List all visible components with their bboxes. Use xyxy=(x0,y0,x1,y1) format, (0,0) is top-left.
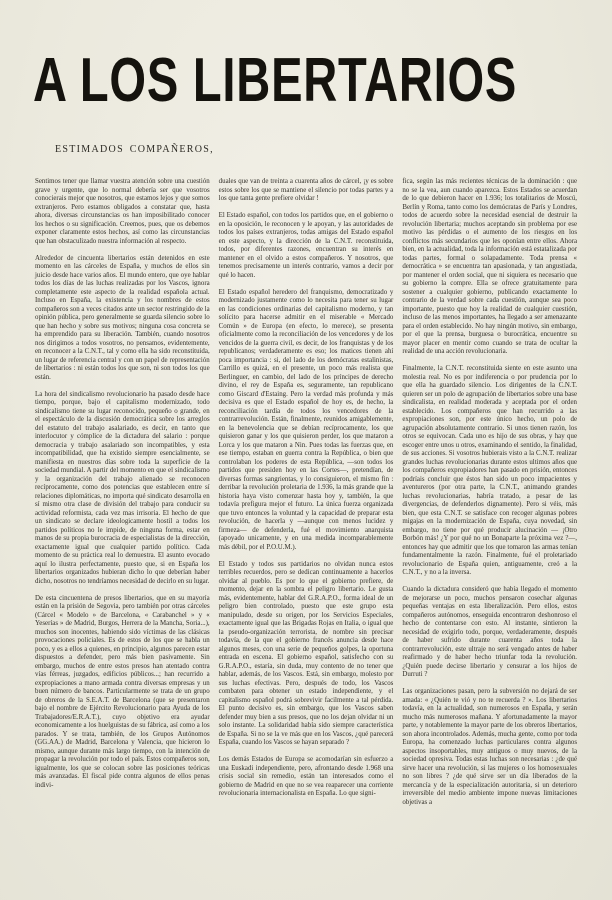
paragraph: fica, según las más recientes técnicas de la dominación : que no se la vea, aun cuando aparezca. Estos Estados se acuerdan de lo que debieron hacer en 1.936; los totalitarios de Moscú, Berlín y Roma, tanto como los demócratas de París y Londres, todos de acuerdo sobre la necesidad esencial de destruir la revolución libertaria; muchos aceptando sin problema por ese motivo las pérdidas o el aumento de los riesgos en los conflictos más secundarios que les oponían entre ellos. Ahora bien, en la actualidad, toda la información está estatalizada por todas partes, formal o solapadamente. Toda prensa « democrática » se encuentra tan apasionada, y tan angustiada, por mantener el orden social, que ni siquiera es necesario que su gobierno la compre. Ella se ofrece gratuitamente para sostener a cualquier gobierno, publicando exactamente lo contrario de la verdad sobre cada cuestión, aunque sea poco importante, puesto que hoy la realidad de cualquier cuestión, incluso de las menos importantes, ha llegado a ser amenazante para el orden establecido. No hay ningún motivo, sin embargo, por el que la prensa, burguesa o burocrática, encuentre su mayor placer en mentir como cuando se trata de ocultar la realidad de una acción revolucionaria. xyxy=(402,178,578,355)
paragraph: El Estado español heredero del franquismo, democratizado y modernizado justamente como lo necesita para tener su lugar en las condiciones ordinarias del capitalismo moderno, y tan solícito para hacerse admitir en el miserable « Mercado Común » de Europa (en efecto, lo merece), se presenta oficialmente como la reconciliación de los vencedores y de los vencidos de la guerra civil, es decir, de los franquistas y de los republicanos; verdaderamente es eso; los matices tienen ahí poca importancia : si, del lado de los demócratas estalinistas, Carrillo es quizá, en el presente, un poco más realista que Berlinguer, en cambio, del lado de los príncipes de derecho divino, el rey de España es, seguramente, tan republicano como Giscard d'Estaing. Pero la verdad más profunda y más decisiva es que el Estado español de hoy es, de hecho, la reconciliación tardía de todos los vencedores de la contrarrevolución. Están, finalmente, reunidos amigablemente, en la benevolencia que se debían recíprocamente, los que quisieron ganar y los que quisieron perder, los que mataron a Lorca y los que mataron a Nin. Pues todas las fuerzas que, en ese tiempo, estaban en guerra contra la República, o bien que controlaban los poderes de esta República, —son todos los partidos que presiden hoy en las Cortes—, pretendían, de diversas formas sangrientas, y lo consiguieron, el mismo fin : derribar la revolución proletaria de 1.936, la más grande que la historia haya visto comenzar hasta hoy y, también, la que todavía prefigura mejor el futuro. La única fuerza organizada que tuvo entonces la voluntad y la capacidad de preparar esta revolución, de hacerla y —aunque con menos lucidez y firmeza— de defenderla, fué el movimiento anarquista (apoyado unicamente, y en una medida incomparablemente más débil, por el P.O.U.M.). xyxy=(218,288,394,551)
paragraph: Sentimos tener que llamar vuestra atención sobre una cuestión grave y urgente, que lo normal debería ser que vosotros conocierais mejor que nosotros, que estamos lejos y que somos extranjeros. Pero estamos obligados a constatar que, hasta ahora, diversas circunstancias os han imposibilitado conocer los hechos o su significación. Creemos, pues, que os debemos exponer claramente estos hechos, así como las circunstancias que han obstaculizado nuestra información al respecto. xyxy=(35,178,210,245)
paragraph: De esta cincuentena de presos libertarios, que en su mayoría están en la prisión de Segovia, pero también por otras cárceles (Cárcel « Modelo » de Barcelona, « Carabanchel » y « Yeserías » de Madrid, Burgos, Herrera de la Mancha, Soria...), muchos son inocentes, habiendo sido víctimas de las clásicas provocaciones policiales. Es de estos de los que se habla un poco, y es a ellos a quienes, en principio, algunos parecen estar dispuestos a defender, pero más bien pasivamente. Sin embargo, muchos de entre estos presos han atentado contra vías férreas, juzgados, edificios públicos...; han recurrido a expropiaciones a mano armada contra diversas empresas y un buen número de bancos. Particularmente se trata de un grupo de obreros de la S.E.A.T. de Barcelona (que se presentaron bajo el nombre de Ejército Revolucionario para Ayuda de los Trabajadores/E.R.A.T.), cuyo objetivo era ayudar economicamente a los huelguistas de su fábrica, así como a los parados. Y se trata, también, de los Grupos Autónomos (GG.AA.) de Madrid, Barcelona y Valencia, que hicieron lo mismo, aunque durante más largo tiempo, con la intención de propagar la revolución por todo el país. Estos compañeros son, igualmente, los que se colocan sobre las posiciones teóricas más avanzadas. El fiscal pide contra algunos de ellos penas indivi- xyxy=(35,594,210,789)
paragraph: La hora del sindicalismo revolucionario ha pasado desde hace tiempo, porque, bajo el capitalismo modernizado, todo sindicalismo tiene su lugar reconocido, pequeño o grande, en el espectáculo de la discusión democrática sobre los arreglos del estatuto del trabajo asalariado, es decir, en tanto que interlocutor y cómplice de la dictadura del salario : porque democracia y trabajo asalariado son incompatibles, y esta incompatibilidad, que ha existido siempre esencialmente, se manifiesta en nuestros días sobre toda la superficie de la sociedad mundial. A partir del momento en que el sindicalismo y la organización del trabajo alienado se reconocen recíprocamente, como dos potencias que establecen entre sí relaciones diplomáticas, no importa qué sindicato desarrolla en sí mismo otra clase de división del trabajo para conducir su actividad reformista, cada vez mas irrisoria. El hecho de que un sindicato se declare ideologicamente hostil a todos los partidos políticos no le impide, de ninguna forma, estar en manos de su propia burocracia de especialistas de la dirección, exactamente igual que cualquier partido político. Cada momento de su práctica real lo demuestra. El asunto evocado aquí lo ilustra perfectamente, puesto que, si en España los libertarios organizados hubieran dicho lo que deberían haber dicho, nosotros no tendríamos necesidad de decirlo en su lugar. xyxy=(35,390,210,585)
text-column-2 xyxy=(219,178,394,878)
paragraph: El Estado español, con todos los partidos que, en el gobierno o en la oposición, le reconocen y le apoyan, y las autoridades de todos los países extranjeros, todas amigas del Estado español en este aspecto, y la dirección de la C.N.T. reconstituida, todos, por diferentes razones, encuentran su interés en mantener en el olvido a estos compañeros. Y nosotros, que tenemos precisamente un interés contrario, vamos a decir por qué lo hacen. xyxy=(218,212,394,279)
paragraph: Finalmente, la C.N.T. reconstituida siente en este asunto una molestia real. No es por indiferencia o por prudencia por lo que ella ha guardado silencio. Los dirigentes de la C.N.T. quieren ser un polo de agrupación de libertarios sobre una base sindicalista, en realidad moderada y aceptada por el orden establecido. Los compañeros que han recurrido a las expropiaciones son, por este único hecho, un polo de agrupación absolutamente contrario. Si unos tienen razón, los otros se equivocan. Cada uno es hijo de sus obras, y hay que escoger entre unos u otros, examinando el sentido, la finalidad, de sus acciones. Si vosotros hubierais visto a la C.N.T. realizar grandes luchas revolucionarias durante estos ultimos años que los compañeros expropiadores han pasado en prisión, entonces podríais concluir que éstos han sido un poco impacientes y aventureros (por otra parte, la C.N.T., animando grandes luchas revolucionarias, habría tratado, a pesar de las divergencias, de defenderlos dignamente). Pero si véis, más bien, que esta C.N.T. se satisface con recoger algunas pobres migajas en la modernización de España, cuya novedad, sin embargo, no tiene por qué producir alucinación — ¡Otro Borbón más! ¿Y por qué no un Bonaparte la próxima vez ?—, entonces hay que admitir que los que tomaron las armas tenían fundamentalmente la razón. Finalmente, fué el proletariado revolucionario de España quien, antiguamente, creó a la C.N.T., y no a la inversa. xyxy=(402,365,578,576)
page-title: A LOS LIBERTARIOS xyxy=(33,46,518,115)
paragraph: Alrededor de cincuenta libertarios están detenidos en este momento en las cárceles de España, y muchos de ellos sin juicio desde hace varios años. El mundo entero, que oye hablar todos los días de las luchas realizadas por los Vascos, ignora completamente este aspecto de la realidad española actual. Incluso en España, la existencia y los nombres de estos compañeros son a veces citados ante un sector restringido de la opinión pública, pero generalmente se guarda silencio sobre lo que han hecho y sobre sus motivos; ninguna cosa concreta se ha emprendido para su liberación. También, cuando nosotros nos dirigimos a todos vosotros, no pensamos, evidentemente, en reconocer a la C.N.T., tal y como ella ha sido reconstituida, un lugar de referencia central y con un papel de representación de libertarios : ni están todos los que son, ni son todos los que están. xyxy=(35,254,210,381)
text-columns xyxy=(35,178,577,878)
paragraph: Los demás Estados de Europa se acomodarían sin esfuerzo a una Euskadi independiente, pero, afrontando desde 1.968 una crisis social sin remedio, están tan interesados como el gobierno de Madrid en que no se vea reaparecer una corriente revolucionaria internacionalista en España. Lo que signi- xyxy=(218,756,394,797)
paragraph: Cuando la dictadura consideró que había llegado el momento de mejorarse un poco, muchos pensaron cosechar algunas pequeñas ventajas en esta liberalización. Pero ellos, estos compañeros autónomos, enseguida encontraron deshonroso el hecho de contentarse con esto. Al instante, sintieron la necesidad de exigirlo todo, porque, verdaderamente, después de haber sufrido durante cuarenta años toda la contrarrevolución, este ultraje no será vengado antes de haber reafirmado y de haber hecho triunfar toda la revolución. ¿Quién puede decirse libertario y censurar a los hijos de Durruti ? xyxy=(402,586,578,678)
salutation: ESTIMADOS COMPAÑEROS, xyxy=(55,144,214,155)
paragraph: Las organizaciones pasan, pero la subversión no dejará de ser amada: « ¿Quién te vió y no te recuerda ? ». Los libertarios todavía, en la actualidad, son numerosos en España, y serán mucho más numerosos mañana. Y afortunadamente la mayor parte, y notablemente la mayor parte de los obreros libertarios, son ahora incontrolados. Además, mucha gente, como por toda Europa, ha comenzado luchas particulares contra algunos aspectos insoportables, muy antiguos o muy nuevos, de la sociedad opresiva. Todas estas luchas son necesarias : ¿de qué sirve hacer una revolución, si las mujeres o los homosexuales no son libres ? ¿de qué sirve ser un día liberados de la mercancía y de la especialización autoritaria, si un deterioro irreversible del medio ambiente impone nuevas limitaciones objetivas a xyxy=(402,688,578,806)
text-column-1 xyxy=(35,178,210,878)
paragraph: El Estado y todos sus partidarios no olvidan nunca estos terribles recuerdos, pero se dedican continuamente a hacerlos olvidar al pueblo. Es por lo que el gobierno prefiere, de momento, dejar en la sombra el peligro libertario. Le gusta más, evidentemente, hablar del G.R.A.P.O., forma ideal de un peligro bien controlado, puesto que este grupo esta manipulado, desde su origen, por los Servicios Especiales, exactamente igual que las Brigadas Rojas en Italia, o igual que la pseudo-organización terrorista, de nombre sin precisar todavía, de la que el gobierno francés anuncia desde hace algunos meses, con una serie de pequeños golpes, la oportuna entrada en escena. El gobierno español, satisfecho con su G.R.A.P.O., estaría, sin duda, muy contento de no tener que hablar, además, de los Vascos. Está, sin embargo, molesto por sus luchas efectivas. Pero, después de todo, los Vascos combaten para obtener un estado independiente, y el capitalismo español podrá sobrevivir facilmente a tal pérdida. El punto decisivo es, sin embargo, que los Vascos saben defender muy bien a sus presos, que no los dejan olvidar ni un solo instante. La solidaridad había sido siempre característica de España. Si no se la ve más que en los Vascos, ¿qué parecerá España, cuando los Vascos se hayan separado ? xyxy=(218,560,394,746)
text-column-3 xyxy=(402,178,577,878)
paragraph: duales que van de treinta a cuarenta años de cárcel, ¡y es sobre estos sobre los que se mantiene el silencio por todas partes y a los que tanta gente prefiere olvidar ! xyxy=(218,178,394,202)
